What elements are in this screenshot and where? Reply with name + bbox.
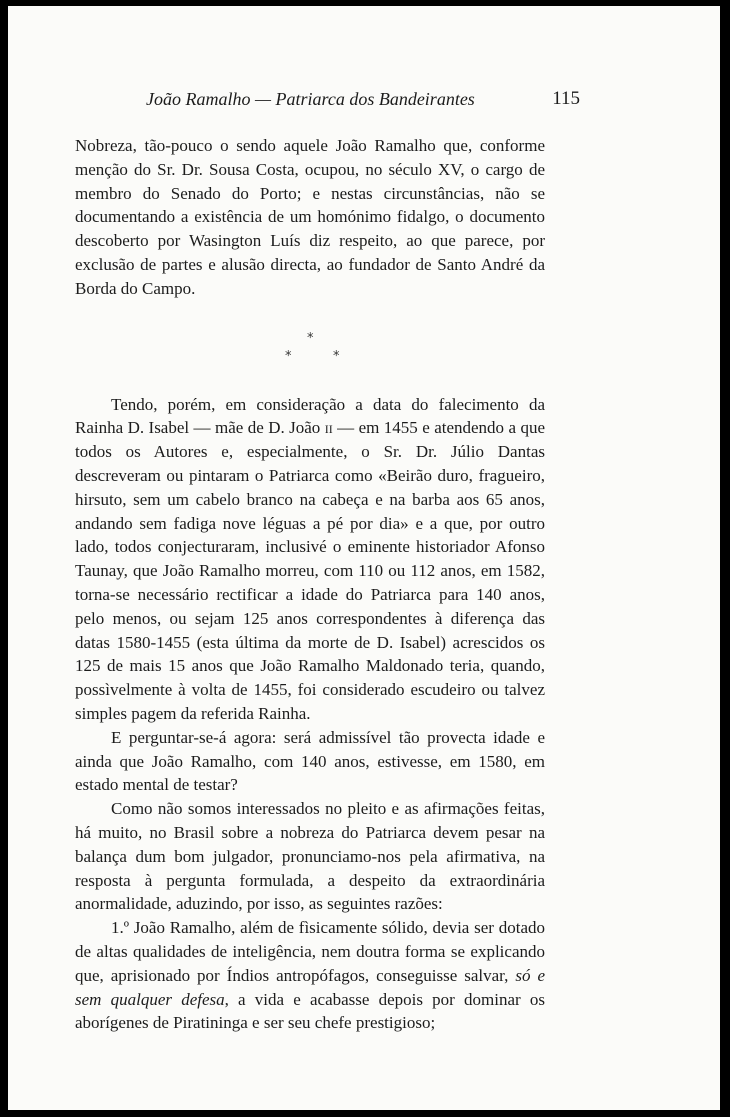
paragraph-text: — em 1455 e atendendo a que todos os Autores e, especialmente, o Sr. Dr. Júlio Dantas descreveram ou pintaram o Patriarca como «Beirão duro, fragueiro, hirsuto, sem um cabelo branco na cabeça e na barba aos 65 anos, andando sem fadiga nove léguas a pé por dia» e a que, por outro lado, todos conjecturaram, inclusivé o eminente historiador Afonso Taunay, que João Ramalho morreu, com 110 ou 112 anos, em 1582, torna-se necessário rectificar a idade do Patriarca para 140 anos, pelo menos, ou sejam 125 anos correspondentes à diferença das datas 1580-1455 (esta última da morte de D. Isabel) acrescidos os 125 de mais 15 anos que João Ramalho Maldonado teria, quando, possìvelmente à volta de 1455, foi considerado escudeiro ou talvez simples pagem da referida Rainha. [75,418,546,723]
paragraph-text: 1.º João Ramalho, além de fìsicamente sólido, devia ser dotado de altas qualidades de inteligência, nem doutra forma se explicando que, aprisionado por Índios antropófagos, conseguisse salvar, [75,918,545,985]
page-number: 115 [552,88,580,109]
body-text [75,134,545,1035]
paragraph-continuation: Nobreza, tão-pouco o sendo aquele João Ramalho que, conforme menção do Sr. Dr. Sousa Costa, ocupou, no século XV, o cargo de membro do Senado do Porto; e nestas circunstâncias, não se documentando a existência de um homónimo fidalgo, o documento descoberto por Wasington Luís diz respeito, ao que parece, por exclusão de partes e alusão directa, ao fundador de Santo André da Borda do Campo. [75,136,545,298]
italic-phrase: só e sem qualquer defesa [75,965,545,1009]
book-page [8,6,720,1110]
paragraph-reasons-intro: Como não somos interessados no pleito e as afirmações feitas, há muito, no Brasil sobre a nobreza do Patriarca devem pesar na balança dum bom julgador, pronunciamo-nos pela afirmativa, na resposta à pergunta formulada, a despeito da extraordinária anormalidade, aduzindo, por isso, as seguintes razões: [75,799,545,914]
running-head [146,86,580,118]
asterisk-icon: * [285,348,292,364]
paragraph-text: , a vida e acabasse depois por dominar os aborígenes de Piratininga e ser seu chefe prestigioso; [75,989,545,1033]
running-title: João Ramalho — Patriarca dos Bandeirantes [146,89,475,109]
small-caps-numeral: ii [324,418,333,438]
asterisk-icon: * [333,348,340,364]
paragraph-reason-1 [75,916,545,1035]
paragraph-text: Tendo, porém, em consideração a data do falecimento da Rainha D. Isabel — mãe de D. João [75,394,545,438]
paragraph-age-argument [75,393,545,726]
asterism-divider [75,301,545,393]
asterisk-icon: * [307,330,314,346]
paragraph-question: E perguntar-se-á agora: será admissível tão provecta idade e ainda que João Ramalho, com 140 anos, estivesse, em 1580, em estado mental de testar? [75,727,545,795]
